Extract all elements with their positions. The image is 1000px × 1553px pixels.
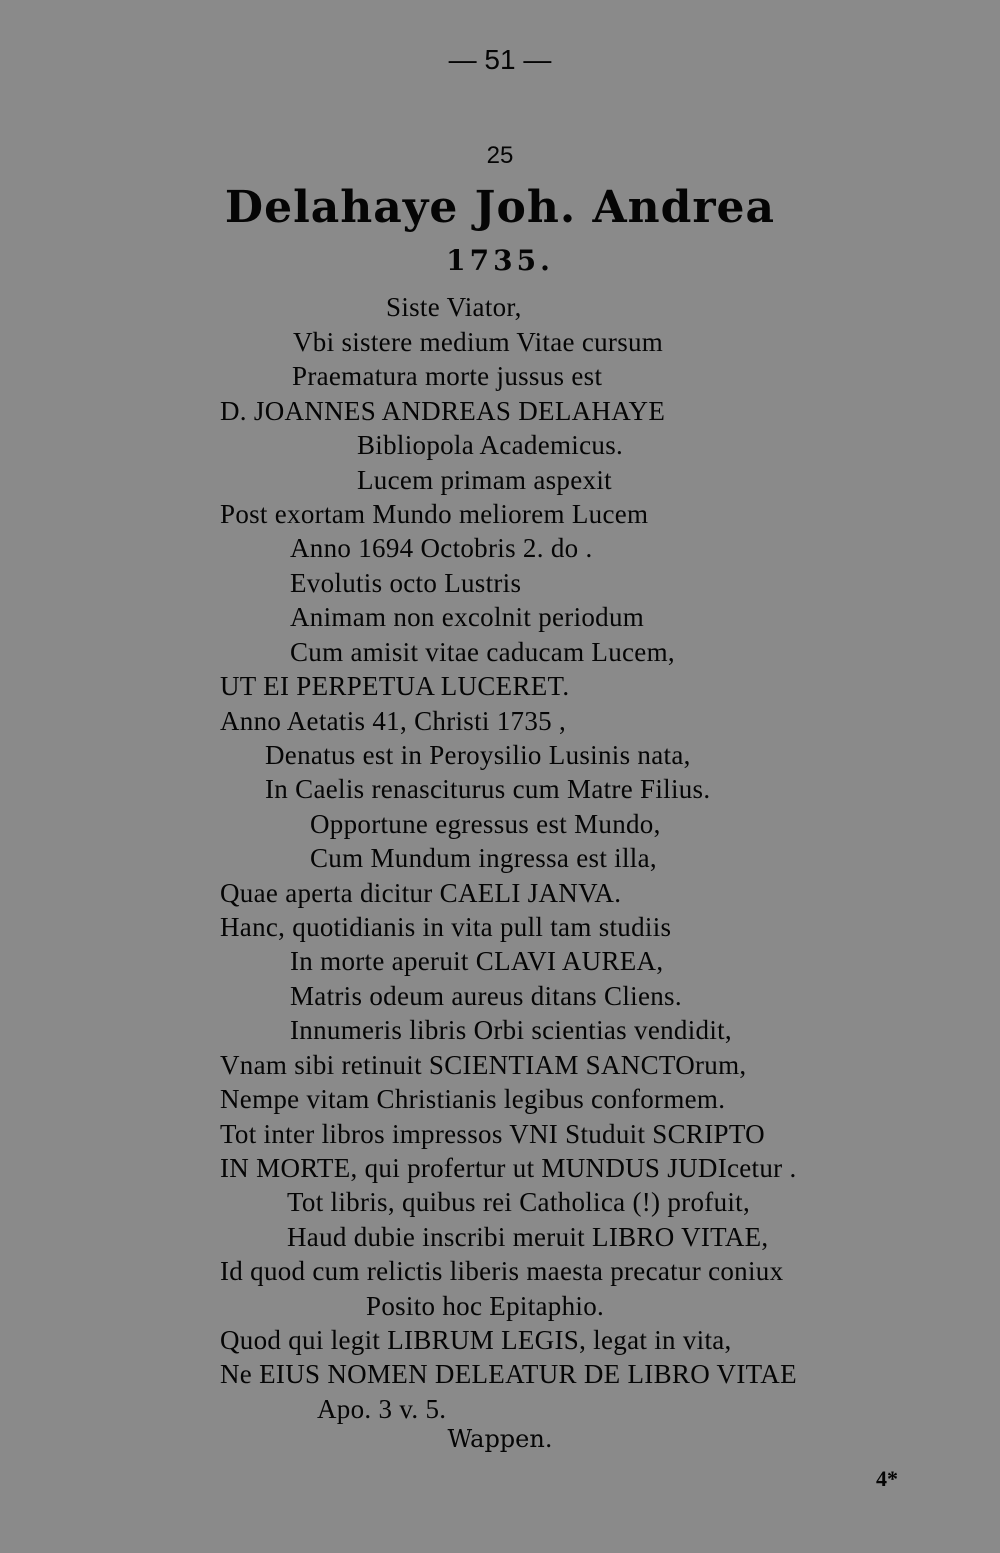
page-number: — 51 — [448, 44, 552, 75]
year: 1735. [446, 244, 554, 277]
entry-number: 25 [486, 142, 514, 169]
text-line: Haud dubie inscribi meruit LIBRO VITAE, [287, 1222, 769, 1252]
text-line: Siste Viator, [386, 292, 522, 322]
text-line: Innumeris libris Orbi scientias vendidit, [290, 1015, 732, 1045]
text-line: Posito hoc Epitaphio. [366, 1291, 605, 1321]
text-line: Anno 1694 Octobris 2. do . [290, 533, 593, 563]
text-line: Ne EIUS NOMEN DELEATUR DE LIBRO VITAE [220, 1359, 797, 1389]
text-line: Lucem primam aspexit [357, 465, 612, 495]
signature-mark: 4* [876, 1466, 898, 1491]
text-line: Post exortam Mundo meliorem Lucem [220, 499, 649, 529]
text-line: Bibliopola Academicus. [357, 430, 624, 460]
text-line: Matris odeum aureus ditans Cliens. [290, 981, 682, 1011]
text-line: Tot inter libros impressos VNI Studuit SCRIPTO [220, 1119, 765, 1149]
footer-word: Wappen. [447, 1425, 553, 1453]
text-line: Tot libris, quibus rei Catholica (!) profuit, [287, 1187, 751, 1217]
text-line: Cum amisit vitae caducam Lucem, [290, 637, 675, 667]
text-line: In Caelis renasciturus cum Matre Filius. [265, 774, 711, 804]
text-line: Denatus est in Peroysilio Lusinis nata, [265, 740, 691, 770]
text-line: IN MORTE, qui profertur ut MUNDUS JUDIcetur . [220, 1153, 797, 1183]
text-line: Anno Aetatis 41, Christi 1735 , [220, 706, 567, 736]
text-line: Evolutis octo Lustris [290, 568, 522, 598]
text-line: UT EI PERPETUA LUCERET. [220, 671, 570, 701]
text-line: Id quod cum relictis liberis maesta precatur coniux [220, 1256, 784, 1286]
text-line: Praematura morte jussus est [292, 361, 603, 391]
text-line: Apo. 3 v. 5. [317, 1394, 447, 1424]
text-line: Opportune egressus est Mundo, [310, 809, 661, 839]
text-line: Hanc, quotidianis in vita pull tam studiis [220, 912, 672, 942]
text-line: Nempe vitam Christianis legibus conformem. [220, 1084, 726, 1114]
text-line: Animam non excolnit periodum [290, 602, 645, 632]
heading: Delahaye Joh. Andrea [224, 182, 776, 233]
text-line: Vbi sistere medium Vitae cursum [293, 327, 664, 357]
text-line: Cum Mundum ingressa est illa, [310, 843, 657, 873]
text-line: Vnam sibi retinuit SCIENTIAM SANCTOrum, [220, 1050, 747, 1080]
text-line: Quae aperta dicitur CAELI JANVA. [220, 878, 622, 908]
text-line: In morte aperuit CLAVI AUREA, [290, 946, 664, 976]
text-line: D. JOANNES ANDREAS DELAHAYE [220, 396, 666, 426]
text-line: Quod qui legit LIBRUM LEGIS, legat in vita, [220, 1325, 732, 1355]
